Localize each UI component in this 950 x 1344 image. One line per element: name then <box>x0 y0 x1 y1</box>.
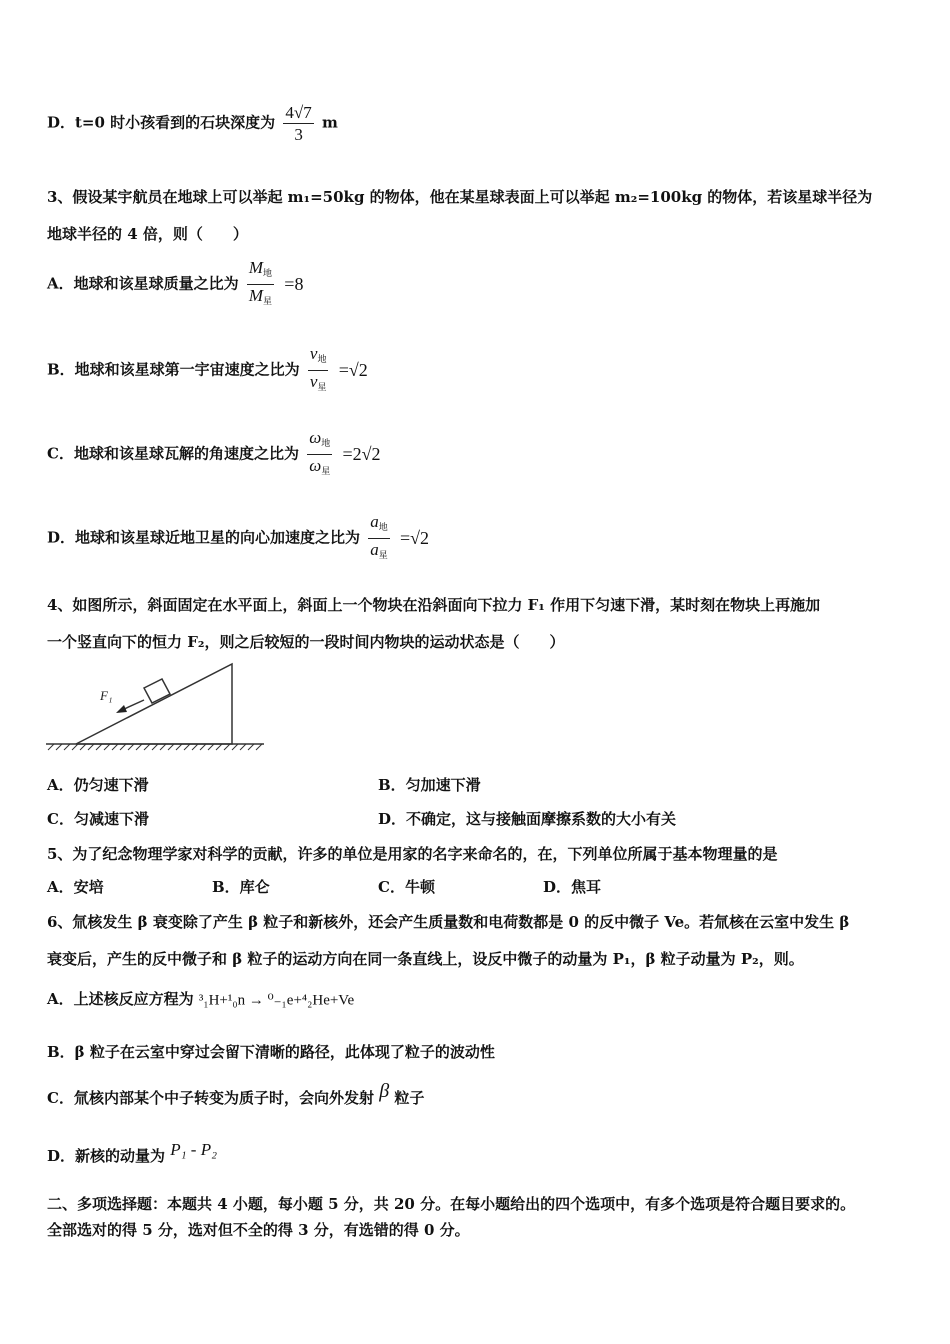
q6-option-c-beta: β <box>379 1080 390 1102</box>
q4-option-b: B．匀加速下滑 <box>378 776 481 794</box>
q5-option-c: C．牛顿 <box>378 878 435 896</box>
q2-option-d-unit: m <box>321 113 338 132</box>
incline-triangle <box>76 664 232 744</box>
q3-option-c-rhs: =2√2 <box>342 444 381 464</box>
q5-option-d: D．焦耳 <box>543 878 602 896</box>
q3-option-b-sub-star: 星 <box>317 382 327 392</box>
q2-option-d <box>47 103 338 144</box>
q3-option-d-fraction <box>368 512 390 565</box>
q3-option-c <box>47 428 380 481</box>
q2-option-d-text: D．t=0 时小孩看到的石块深度为 <box>47 113 276 132</box>
q4-option-d: D．不确定，这与接触面摩擦系数的大小有关 <box>378 810 677 828</box>
q6-stem-line1: 6、氚核发生 β 衰变除了产生 β 粒子和新核外，还会产生质量数和电荷数都是 0 的反中微子 Ve。若氚核在云室中发生 β <box>47 913 850 931</box>
q4-options-row1 <box>47 774 149 795</box>
q6-stem-line2: 衰变后，产生的反中微子和 β 粒子的运动方向在同一条直线上，设反中微子的动量为 P₁，β 粒子动量为 P₂，则。 <box>47 950 804 968</box>
q4-incline-figure <box>44 660 268 754</box>
q6-option-a <box>47 988 354 1010</box>
q3-option-c-sub-earth: 地 <box>321 438 331 448</box>
q3-option-a-sub-star: 星 <box>263 296 273 306</box>
q2-option-d-denominator: 3 <box>294 125 303 144</box>
q5-stem: 5、为了纪念物理学家对科学的贡献，许多的单位是用家的名字来命名的，在，下列单位所属于基本物理量的是 <box>47 845 778 863</box>
q4-option-c: C．匀减速下滑 <box>47 810 149 828</box>
q3-option-c-fraction <box>307 428 332 481</box>
q3-option-d-text: D．地球和该星球近地卫星的向心加速度之比为 <box>47 528 361 547</box>
q6-option-b: B．β 粒子在云室中穿过会留下清晰的路径，此体现了粒子的波动性 <box>47 1043 495 1061</box>
q3-option-c-sym-den: ω <box>309 456 322 475</box>
ground-hatching <box>46 744 264 750</box>
q3-option-b-rhs: =√2 <box>338 360 368 380</box>
q3-option-d-rhs: =√2 <box>400 528 430 548</box>
q5-option-a: A．安培 <box>47 878 104 896</box>
q3-option-a-sub-earth: 地 <box>263 268 273 278</box>
q3-option-a-fraction <box>247 258 274 311</box>
q3-option-b-sym-num: v <box>309 344 318 363</box>
q3-stem-line1: 3、假设某宇航员在地球上可以举起 m₁=50kg 的物体，他在某星球表面上可以举起 m₂=100kg 的物体，若该星球半径为 <box>47 188 873 206</box>
q5-option-b: B．库仑 <box>212 878 270 896</box>
q3-option-d-sub-earth: 地 <box>378 522 388 532</box>
q6-option-c <box>47 1080 424 1108</box>
q3-option-a-sym-num: M <box>248 258 264 277</box>
q3-stem-line2: 地球半径的 4 倍，则（ ） <box>47 225 248 243</box>
q6-option-d-text: D．新核的动量为 <box>47 1147 166 1165</box>
q2-option-d-numerator: 4√7 <box>285 103 312 122</box>
q4-stem-line1: 4、如图所示，斜面固定在水平面上，斜面上一个物块在沿斜面向下拉力 F₁ 作用下匀速下滑，某时刻在物块上再施加 <box>47 596 821 614</box>
q6-option-d <box>47 1140 217 1166</box>
q3-option-c-sub-star: 星 <box>321 466 331 476</box>
q3-option-a <box>47 258 303 311</box>
q3-option-d <box>47 512 429 565</box>
q3-option-b-fraction <box>308 344 329 397</box>
force-arrowhead <box>116 705 127 713</box>
q6-option-c-tail: 粒子 <box>394 1089 425 1107</box>
q3-option-b-sym-den: v <box>309 372 318 391</box>
q6-option-a-equation: ³₁H+¹₀n → ⁰₋₁e+⁴₂He+Ve <box>198 992 355 1009</box>
q3-option-a-text: A．地球和该星球质量之比为 <box>47 274 239 293</box>
q6-option-d-expr: P₁ - P₂ <box>170 1140 217 1159</box>
q3-option-b-text: B．地球和该星球第一宇宙速度之比为 <box>47 360 300 379</box>
block <box>144 679 170 703</box>
q3-option-d-sym-num: a <box>370 512 379 531</box>
q3-option-a-rhs: =8 <box>284 274 304 294</box>
section2-line2: 全部选对的得 5 分，选对但不全的得 3 分，有选错的得 0 分。 <box>47 1221 470 1239</box>
section2-line1: 二、多项选择题：本题共 4 小题，每小题 5 分，共 20 分。在每小题给出的四个选项中，有多个选项是符合题目要求的。 <box>47 1195 856 1213</box>
q6-option-c-text: C．氚核内部某个中子转变为质子时，会向外发射 <box>47 1089 374 1107</box>
q6-option-a-text: A．上述核反应方程为 <box>47 990 194 1008</box>
q3-option-d-sub-star: 星 <box>378 550 388 560</box>
q3-option-c-text: C．地球和该星球瓦解的角速度之比为 <box>47 444 299 463</box>
q3-option-a-sym-den: M <box>248 286 264 305</box>
q3-option-c-sym-num: ω <box>309 428 322 447</box>
q3-option-b <box>47 344 368 397</box>
q2-option-d-fraction <box>283 103 313 144</box>
q4-stem-line2: 一个竖直向下的恒力 F₂，则之后较短的一段时间内物块的运动状态是（ ） <box>47 633 565 651</box>
q4-option-a: A．仍匀速下滑 <box>47 776 149 794</box>
q3-option-d-sym-den: a <box>370 540 379 559</box>
force-label: F₁ <box>100 688 113 703</box>
q3-option-b-sub-earth: 地 <box>317 354 327 364</box>
